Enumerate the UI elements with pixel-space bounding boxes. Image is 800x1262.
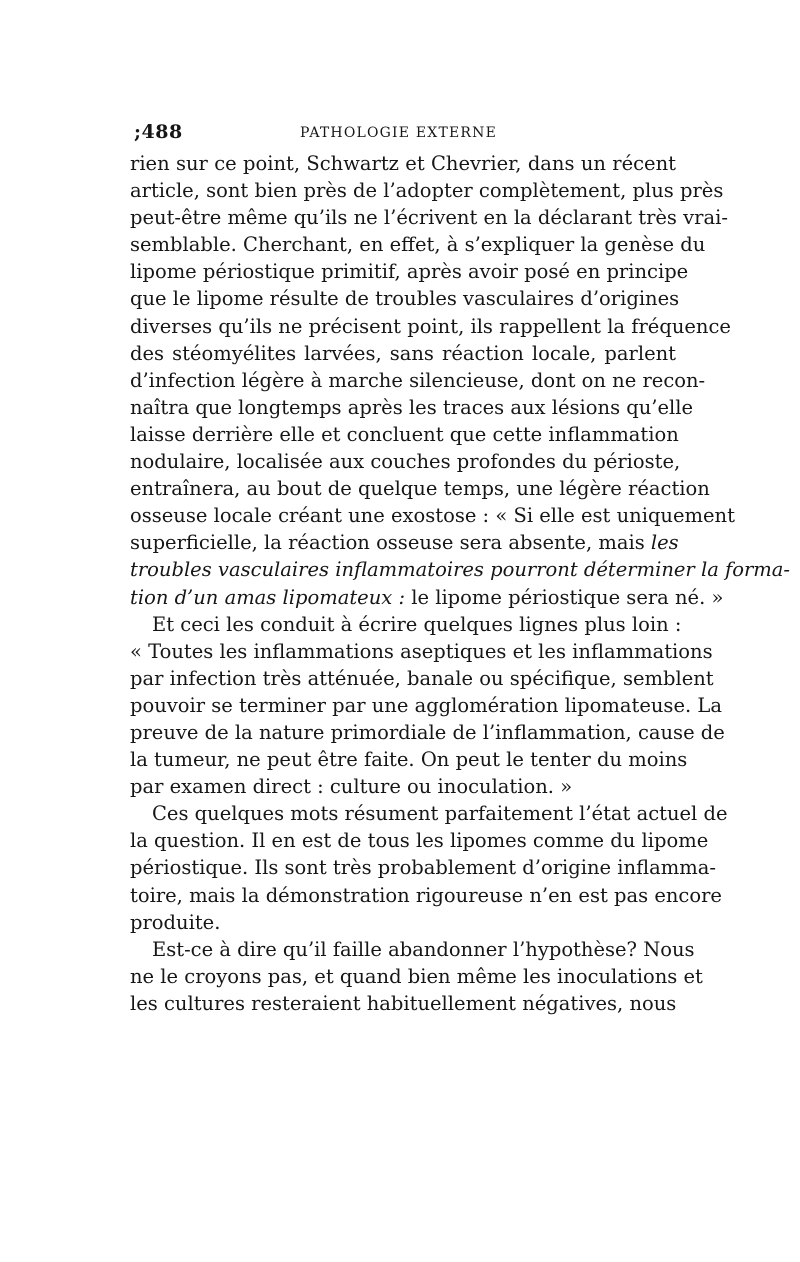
text-line: naîtra que longtemps après les traces aux lésions qu’elle xyxy=(130,395,694,419)
text-line: que le lipome résulte de troubles vasculaires d’origines xyxy=(130,287,680,311)
text-line: semblable. Cherchant, en effet, à s’expliquer la genèse du xyxy=(130,233,706,257)
text-line: laisse derrière elle et concluent que cette inflammation xyxy=(130,422,679,446)
italic-segment: troubles vasculaires inflammatoires pourront déterminer la forma- xyxy=(130,558,791,582)
paragraph-1 xyxy=(130,150,791,611)
text-line: des stéomyélites larvées, sans réaction locale, parlent xyxy=(130,341,676,365)
italic-segment: tion d’un amas lipomateux : xyxy=(130,585,406,609)
text-line: Est-ce à dire qu’il faille abandonner l’hypothèse? Nous xyxy=(152,937,695,961)
running-title: PATHOLOGIE EXTERNE xyxy=(300,125,498,141)
text-line: par infection très atténuée, banale ou spécifique, semblent xyxy=(130,666,714,690)
text-segment: le lipome périostique sera né. » xyxy=(405,585,724,609)
text-line-mixed xyxy=(130,584,724,611)
text-line: périostique. Ils sont très probablement d’origine inflamma- xyxy=(130,856,716,880)
paragraph-2 xyxy=(130,611,725,801)
text-line: osseuse locale créant une exostose : « Si elle est uniquement xyxy=(130,504,735,528)
paragraph-3 xyxy=(130,800,728,935)
paragraph-4 xyxy=(130,936,703,1017)
text-line: les cultures resteraient habituellement négatives, nous xyxy=(130,991,677,1015)
text-line: lipome périostique primitif, après avoir posé en principe xyxy=(130,260,689,284)
text-line: diverses qu’ils ne précisent point, ils rappellent la fréquence xyxy=(130,314,731,338)
text-line: la tumeur, ne peut être faite. On peut le tenter du moins xyxy=(130,748,688,772)
body-text xyxy=(130,150,791,1017)
text-line: preuve de la nature primordiale de l’inflammation, cause de xyxy=(130,720,725,744)
text-line: pouvoir se terminer par une agglomération lipomateuse. La xyxy=(130,693,722,717)
text-line: la question. Il en est de tous les lipomes comme du lipome xyxy=(130,829,709,853)
text-line: rien sur ce point, Schwartz et Chevrier, dans un récent xyxy=(130,152,676,175)
text-line: par examen direct : culture ou inoculation. » xyxy=(130,775,573,799)
text-line-italic xyxy=(130,556,791,583)
text-line: « Toutes les inflammations aseptiques et les inflammations xyxy=(130,639,713,663)
text-line: entraînera, au bout de quelque temps, une légère réaction xyxy=(130,477,710,501)
text-line: nodulaire, localisée aux couches profondes du périoste, xyxy=(130,450,681,474)
text-line: article, sont bien près de l’adopter complètement, plus près xyxy=(130,179,724,203)
text-line: produite. xyxy=(130,910,221,934)
text-line: d’infection légère à marche silencieuse, dont on ne recon- xyxy=(130,368,706,392)
text-line: ne le croyons pas, et quand bien même les inoculations et xyxy=(130,964,703,988)
page-header xyxy=(134,121,674,145)
text-line-mixed xyxy=(130,529,679,556)
page-number: ;488 xyxy=(134,121,183,143)
text-line: Et ceci les conduit à écrire quelques lignes plus loin : xyxy=(152,612,682,636)
text-line: Ces quelques mots résument parfaitement l’état actuel de xyxy=(152,802,728,826)
text-segment: superficielle, la réaction osseuse sera absente, mais xyxy=(130,531,645,555)
italic-segment: les xyxy=(650,531,679,555)
text-line: peut-être même qu’ils ne l’écrivent en la déclarant très vrai- xyxy=(130,206,728,230)
text-line: toire, mais la démonstration rigoureuse n’en est pas encore xyxy=(130,883,722,907)
